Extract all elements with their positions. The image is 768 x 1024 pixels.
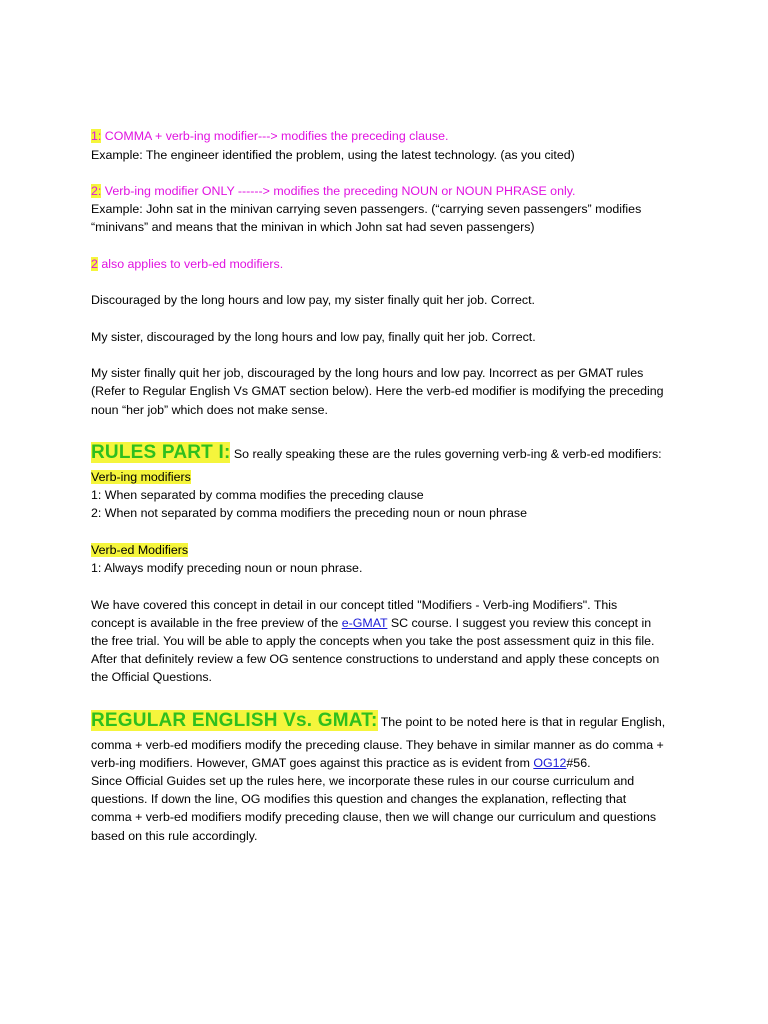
rules-part-intro: So really speaking these are the rules governing verb-ing & verb-ed modifiers:	[230, 447, 662, 461]
e-gmat-link[interactable]: e-GMAT	[341, 616, 388, 630]
verb-ing-rule-2: 2: When not separated by comma modifiers the preceding noun or noun phrase	[91, 506, 527, 520]
rule-1-text: COMMA + verb-ing modifier---> modifies the preceding clause.	[101, 129, 449, 143]
rules-part-line	[91, 441, 662, 466]
sentence-3-line1: My sister finally quit her job, discouraged by the long hours and low pay. Incorrect as per GMAT rules	[91, 366, 644, 380]
concept-line3: the free trial. You will be able to apply the concepts when you take the post assessment quiz in this file.	[91, 634, 655, 648]
rule-2-also-text: also applies to verb-ed modifiers.	[97, 257, 284, 271]
rule-2-number: 2:	[91, 184, 102, 198]
regular-english-intro: The point to be noted here is that in regular English,	[377, 715, 666, 729]
rule-1-number: 1:	[91, 129, 102, 143]
concept-line2	[91, 614, 651, 632]
regular-line3	[91, 754, 591, 772]
verb-ed-title-line	[91, 541, 188, 559]
rule-2-example-line2: “minivans” and means that the minivan in which John sat had seven passengers)	[91, 220, 535, 234]
rule-2-text: Verb-ing modifier ONLY ------> modifies the preceding NOUN or NOUN PHRASE only.	[101, 184, 576, 198]
concept-line1: We have covered this concept in detail in our concept titled "Modifiers - Verb-ing Modifiers". This	[91, 598, 618, 612]
concept-line2-pre: concept is available in the free preview of the	[91, 616, 342, 630]
regular-line3-post: #56.	[566, 756, 591, 770]
sentence-3-line2: (Refer to Regular English Vs GMAT section below). Here the verb-ed modifier is modifying the preceding	[91, 384, 664, 398]
regular-line2: comma + verb-ed modifiers modify the preceding clause. They behave in similar manner as do comma +	[91, 738, 664, 752]
sentence-3-line3: noun “her job” which does not make sense.	[91, 403, 328, 417]
rule-1-line	[91, 127, 448, 145]
regular-line4: Since Official Guides set up the rules here, we incorporate these rules in our course curriculum and	[91, 774, 635, 788]
regular-english-heading: REGULAR ENGLISH Vs. GMAT:	[91, 710, 378, 731]
verb-ing-rule-1: 1: When separated by comma modifies the preceding clause	[91, 488, 424, 502]
rule-2-example-line1: Example: John sat in the minivan carrying seven passengers. (“carrying seven passengers” modifies	[91, 202, 642, 216]
regular-line5: questions. If down the line, OG modifies this question and changes the explanation, reflecting that	[91, 792, 627, 806]
verb-ed-rule-1: 1: Always modify preceding noun or noun phrase.	[91, 561, 363, 575]
regular-line6: comma + verb-ed modifiers modify preceding clause, then we will change our curriculum and questions	[91, 810, 657, 824]
regular-line7: based on this rule accordingly.	[91, 829, 258, 843]
rule-2-line	[91, 182, 575, 200]
rule-1-example: Example: The engineer identified the problem, using the latest technology. (as you cited)	[91, 148, 575, 162]
sentence-2: My sister, discouraged by the long hours and low pay, finally quit her job. Correct.	[91, 330, 536, 344]
concept-line2-post: SC course. I suggest you review this concept in	[387, 616, 652, 630]
regular-english-line	[91, 709, 665, 734]
sentence-1: Discouraged by the long hours and low pay, my sister finally quit her job. Correct.	[91, 293, 535, 307]
concept-line4: After that definitely review a few OG sentence constructions to understand and apply these concepts on	[91, 652, 660, 666]
og12-link[interactable]: OG12	[533, 756, 567, 770]
verb-ing-title: Verb-ing modifiers	[91, 470, 191, 484]
regular-line3-pre: verb-ing modifiers. However, GMAT goes against this practice as is evident from	[91, 756, 534, 770]
rule-2-also-number: 2	[91, 257, 98, 271]
rule-2-also-line	[91, 255, 283, 273]
rules-part-heading: RULES PART I:	[91, 442, 231, 463]
verb-ed-title: Verb-ed Modifiers	[91, 543, 189, 557]
verb-ing-title-line	[91, 468, 191, 486]
concept-line5: the Official Questions.	[91, 670, 212, 684]
